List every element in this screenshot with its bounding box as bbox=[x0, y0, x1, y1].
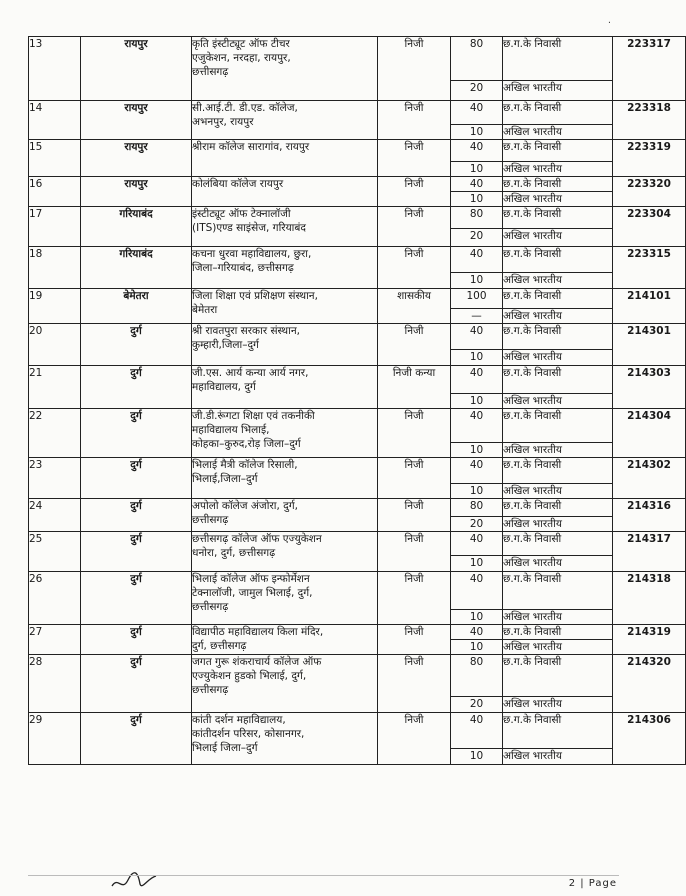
seats-state: 100 bbox=[451, 289, 503, 309]
institution-code: 223315 bbox=[613, 247, 686, 289]
institution-code: 214319 bbox=[613, 625, 686, 655]
institution-code: 214306 bbox=[613, 713, 686, 765]
institution-code: 214303 bbox=[613, 366, 686, 409]
category-all-india: अखिल भारतीय bbox=[503, 309, 613, 324]
seats-all-india: 10 bbox=[451, 484, 503, 499]
seats-state: 40 bbox=[451, 177, 503, 192]
serial-number: 26 bbox=[29, 572, 81, 625]
institution-type: निजी bbox=[378, 625, 451, 655]
seats-all-india: 10 bbox=[451, 273, 503, 289]
category-all-india: अखिल भारतीय bbox=[503, 697, 613, 713]
institution-name: अपोलो कॉलेज अंजोरा, दुर्ग, छत्तीसगढ़ bbox=[192, 499, 378, 532]
institution-code: 214318 bbox=[613, 572, 686, 625]
table-row bbox=[29, 207, 686, 229]
institution-name: छत्तीसगढ़ कॉलेज ऑफ एज्युकेशन धनोरा, दुर्ग, छत्तीसगढ़ bbox=[192, 532, 378, 572]
table-row bbox=[29, 713, 686, 749]
table-row bbox=[29, 366, 686, 394]
institution-type: निजी bbox=[378, 247, 451, 289]
institution-type: निजी कन्या bbox=[378, 366, 451, 409]
seats-all-india: 10 bbox=[451, 556, 503, 572]
serial-number: 29 bbox=[29, 713, 81, 765]
institution-name: श्री रावतपुरा सरकार संस्थान, कुम्हारी,जिला–दुर्ग bbox=[192, 324, 378, 366]
institution-name: कचना धुरवा महाविद्यालय, छुरा, जिला–गरियाबंद, छत्तीसगढ़ bbox=[192, 247, 378, 289]
institution-name: कृति इंस्टीट्यूट ऑफ टीचर एजुकेशन, नरदहा, रायपुर, छत्तीसगढ़ bbox=[192, 37, 378, 101]
institution-name: जी.एस. आर्य कन्या आर्य नगर, महाविद्यालय, दुर्ग bbox=[192, 366, 378, 409]
seats-state: 40 bbox=[451, 625, 503, 640]
category-all-india: अखिल भारतीय bbox=[503, 556, 613, 572]
table-row bbox=[29, 324, 686, 350]
institution-name: श्रीराम कॉलेज सारागांव, रायपुर bbox=[192, 140, 378, 177]
category-all-india: अखिल भारतीय bbox=[503, 443, 613, 458]
category-state: छ.ग.के निवासी bbox=[503, 324, 613, 350]
seats-all-india: — bbox=[451, 309, 503, 324]
category-all-india: अखिल भारतीय bbox=[503, 229, 613, 247]
district-name: दुर्ग bbox=[81, 532, 192, 572]
institution-name: कोलंबिया कॉलेज रायपुर bbox=[192, 177, 378, 207]
district-name: दुर्ग bbox=[81, 458, 192, 499]
district-name: दुर्ग bbox=[81, 366, 192, 409]
table-row bbox=[29, 625, 686, 640]
page-number: 2 | Page bbox=[568, 878, 617, 889]
category-all-india: अखिल भारतीय bbox=[503, 350, 613, 366]
category-state: छ.ग.के निवासी bbox=[503, 289, 613, 309]
district-name: दुर्ग bbox=[81, 572, 192, 625]
table-row bbox=[29, 458, 686, 484]
institution-type: निजी bbox=[378, 140, 451, 177]
institution-type: निजी bbox=[378, 409, 451, 458]
category-all-india: अखिल भारतीय bbox=[503, 162, 613, 177]
seats-all-india: 10 bbox=[451, 192, 503, 207]
category-state: छ.ग.के निवासी bbox=[503, 101, 613, 125]
district-name: दुर्ग bbox=[81, 625, 192, 655]
serial-number: 24 bbox=[29, 499, 81, 532]
corner-mark: · bbox=[607, 18, 611, 29]
district-name: दुर्ग bbox=[81, 713, 192, 765]
serial-number: 22 bbox=[29, 409, 81, 458]
institution-code: 223320 bbox=[613, 177, 686, 207]
serial-number: 20 bbox=[29, 324, 81, 366]
serial-number: 16 bbox=[29, 177, 81, 207]
category-all-india: अखिल भारतीय bbox=[503, 394, 613, 409]
category-state: छ.ग.के निवासी bbox=[503, 499, 613, 517]
institution-name: जी.डी.रूंगटा शिक्षा एवं तकनीकी महाविद्यालय भिलाई, कोहका–कुरुद,रोड़ जिला–दुर्ग bbox=[192, 409, 378, 458]
serial-number: 13 bbox=[29, 37, 81, 101]
institution-type: निजी bbox=[378, 37, 451, 101]
institution-type: शासकीय bbox=[378, 289, 451, 324]
institution-code: 223317 bbox=[613, 37, 686, 101]
district-name: दुर्ग bbox=[81, 655, 192, 713]
category-state: छ.ग.के निवासी bbox=[503, 207, 613, 229]
institution-code: 214317 bbox=[613, 532, 686, 572]
seats-state: 40 bbox=[451, 572, 503, 610]
institution-type: निजी bbox=[378, 207, 451, 247]
seats-state: 80 bbox=[451, 207, 503, 229]
category-all-india: अखिल भारतीय bbox=[503, 640, 613, 655]
serial-number: 19 bbox=[29, 289, 81, 324]
district-name: रायपुर bbox=[81, 177, 192, 207]
signature bbox=[110, 868, 160, 894]
serial-number: 28 bbox=[29, 655, 81, 713]
category-state: छ.ग.के निवासी bbox=[503, 366, 613, 394]
seats-all-india: 20 bbox=[451, 697, 503, 713]
table-row bbox=[29, 247, 686, 273]
district-name: दुर्ग bbox=[81, 409, 192, 458]
category-state: छ.ग.के निवासी bbox=[503, 625, 613, 640]
institution-name: भिलाई कॉलेज ऑफ इन्फोर्मेशन टेक्नालॉजी, जामुल भिलाई, दुर्ग, छत्तीसगढ़ bbox=[192, 572, 378, 625]
college-seat-table bbox=[28, 36, 686, 765]
seats-all-india: 10 bbox=[451, 749, 503, 765]
seats-all-india: 10 bbox=[451, 443, 503, 458]
seats-all-india: 20 bbox=[451, 229, 503, 247]
table-row bbox=[29, 499, 686, 517]
category-state: छ.ग.के निवासी bbox=[503, 177, 613, 192]
institution-code: 214304 bbox=[613, 409, 686, 458]
institution-type: निजी bbox=[378, 532, 451, 572]
seats-state: 40 bbox=[451, 366, 503, 394]
serial-number: 14 bbox=[29, 101, 81, 140]
institution-type: निजी bbox=[378, 177, 451, 207]
footer-rule bbox=[28, 875, 619, 876]
table-row bbox=[29, 289, 686, 309]
category-all-india: अखिल भारतीय bbox=[503, 484, 613, 499]
district-name: गरियाबंद bbox=[81, 207, 192, 247]
institution-name: विद्यापीठ महाविद्यालय किला मंदिर, दुर्ग, छत्तीसगढ़ bbox=[192, 625, 378, 655]
category-state: छ.ग.के निवासी bbox=[503, 37, 613, 81]
serial-number: 15 bbox=[29, 140, 81, 177]
district-name: दुर्ग bbox=[81, 499, 192, 532]
table-row bbox=[29, 140, 686, 162]
seats-state: 80 bbox=[451, 37, 503, 81]
table-row bbox=[29, 101, 686, 125]
category-state: छ.ग.के निवासी bbox=[503, 247, 613, 273]
table-row bbox=[29, 37, 686, 81]
seats-state: 80 bbox=[451, 655, 503, 697]
category-all-india: अखिल भारतीय bbox=[503, 749, 613, 765]
institution-code: 214316 bbox=[613, 499, 686, 532]
institution-type: निजी bbox=[378, 713, 451, 765]
seats-all-india: 10 bbox=[451, 394, 503, 409]
table-row bbox=[29, 177, 686, 192]
institution-name: कांती दर्शन महाविद्यालय, कांतीदर्शन परिसर, कोसानगर, भिलाई जिला–दुर्ग bbox=[192, 713, 378, 765]
seats-all-india: 20 bbox=[451, 81, 503, 101]
category-state: छ.ग.के निवासी bbox=[503, 655, 613, 697]
seats-state: 40 bbox=[451, 713, 503, 749]
institution-type: निजी bbox=[378, 324, 451, 366]
institution-code: 214101 bbox=[613, 289, 686, 324]
category-state: छ.ग.के निवासी bbox=[503, 409, 613, 443]
seats-all-india: 10 bbox=[451, 350, 503, 366]
district-name: रायपुर bbox=[81, 101, 192, 140]
table-row bbox=[29, 409, 686, 443]
institution-name: इंस्टीट्यूट ऑफ टेक्नालॉजी (ITS)एण्ड साइंसेज, गरियाबंद bbox=[192, 207, 378, 247]
category-state: छ.ग.के निवासी bbox=[503, 458, 613, 484]
category-all-india: अखिल भारतीय bbox=[503, 81, 613, 101]
seats-all-india: 10 bbox=[451, 125, 503, 140]
category-state: छ.ग.के निवासी bbox=[503, 140, 613, 162]
serial-number: 17 bbox=[29, 207, 81, 247]
serial-number: 21 bbox=[29, 366, 81, 409]
institution-type: निजी bbox=[378, 101, 451, 140]
district-name: गरियाबंद bbox=[81, 247, 192, 289]
institution-code: 223319 bbox=[613, 140, 686, 177]
category-state: छ.ग.के निवासी bbox=[503, 713, 613, 749]
table-row bbox=[29, 572, 686, 610]
institution-type: निजी bbox=[378, 458, 451, 499]
institution-code: 223304 bbox=[613, 207, 686, 247]
institution-code: 214302 bbox=[613, 458, 686, 499]
district-name: दुर्ग bbox=[81, 324, 192, 366]
institution-name: जिला शिक्षा एवं प्रशिक्षण संस्थान, बेमेतरा bbox=[192, 289, 378, 324]
table-row bbox=[29, 655, 686, 697]
institution-code: 214301 bbox=[613, 324, 686, 366]
institution-type: निजी bbox=[378, 655, 451, 713]
category-all-india: अखिल भारतीय bbox=[503, 192, 613, 207]
seats-state: 40 bbox=[451, 101, 503, 125]
seats-all-india: 10 bbox=[451, 610, 503, 625]
institution-name: सी.आई.टी. डी.एड. कॉलेज, अभनपुर, रायपुर bbox=[192, 101, 378, 140]
serial-number: 23 bbox=[29, 458, 81, 499]
seats-all-india: 10 bbox=[451, 640, 503, 655]
district-name: रायपुर bbox=[81, 140, 192, 177]
institution-code: 214320 bbox=[613, 655, 686, 713]
institution-name: जगत गुरू शंकराचार्य कॉलेज ऑफ एज्युकेशन हुडको भिलाई, दुर्ग, छत्तीसगढ़ bbox=[192, 655, 378, 713]
category-state: छ.ग.के निवासी bbox=[503, 572, 613, 610]
district-name: बेमेतरा bbox=[81, 289, 192, 324]
table-row bbox=[29, 532, 686, 556]
institution-code: 223318 bbox=[613, 101, 686, 140]
seats-all-india: 20 bbox=[451, 517, 503, 532]
seats-state: 40 bbox=[451, 532, 503, 556]
seats-state: 40 bbox=[451, 409, 503, 443]
seats-state: 80 bbox=[451, 499, 503, 517]
institution-type: निजी bbox=[378, 499, 451, 532]
category-all-india: अखिल भारतीय bbox=[503, 610, 613, 625]
seats-state: 40 bbox=[451, 324, 503, 350]
category-all-india: अखिल भारतीय bbox=[503, 273, 613, 289]
seats-state: 40 bbox=[451, 458, 503, 484]
category-state: छ.ग.के निवासी bbox=[503, 532, 613, 556]
serial-number: 25 bbox=[29, 532, 81, 572]
serial-number: 18 bbox=[29, 247, 81, 289]
category-all-india: अखिल भारतीय bbox=[503, 517, 613, 532]
seats-all-india: 10 bbox=[451, 162, 503, 177]
seats-state: 40 bbox=[451, 140, 503, 162]
institution-name: भिलाई मैत्री कॉलेज रिसाली, भिलाई,जिला–दुर्ग bbox=[192, 458, 378, 499]
institution-type: निजी bbox=[378, 572, 451, 625]
seats-state: 40 bbox=[451, 247, 503, 273]
serial-number: 27 bbox=[29, 625, 81, 655]
category-all-india: अखिल भारतीय bbox=[503, 125, 613, 140]
district-name: रायपुर bbox=[81, 37, 192, 101]
